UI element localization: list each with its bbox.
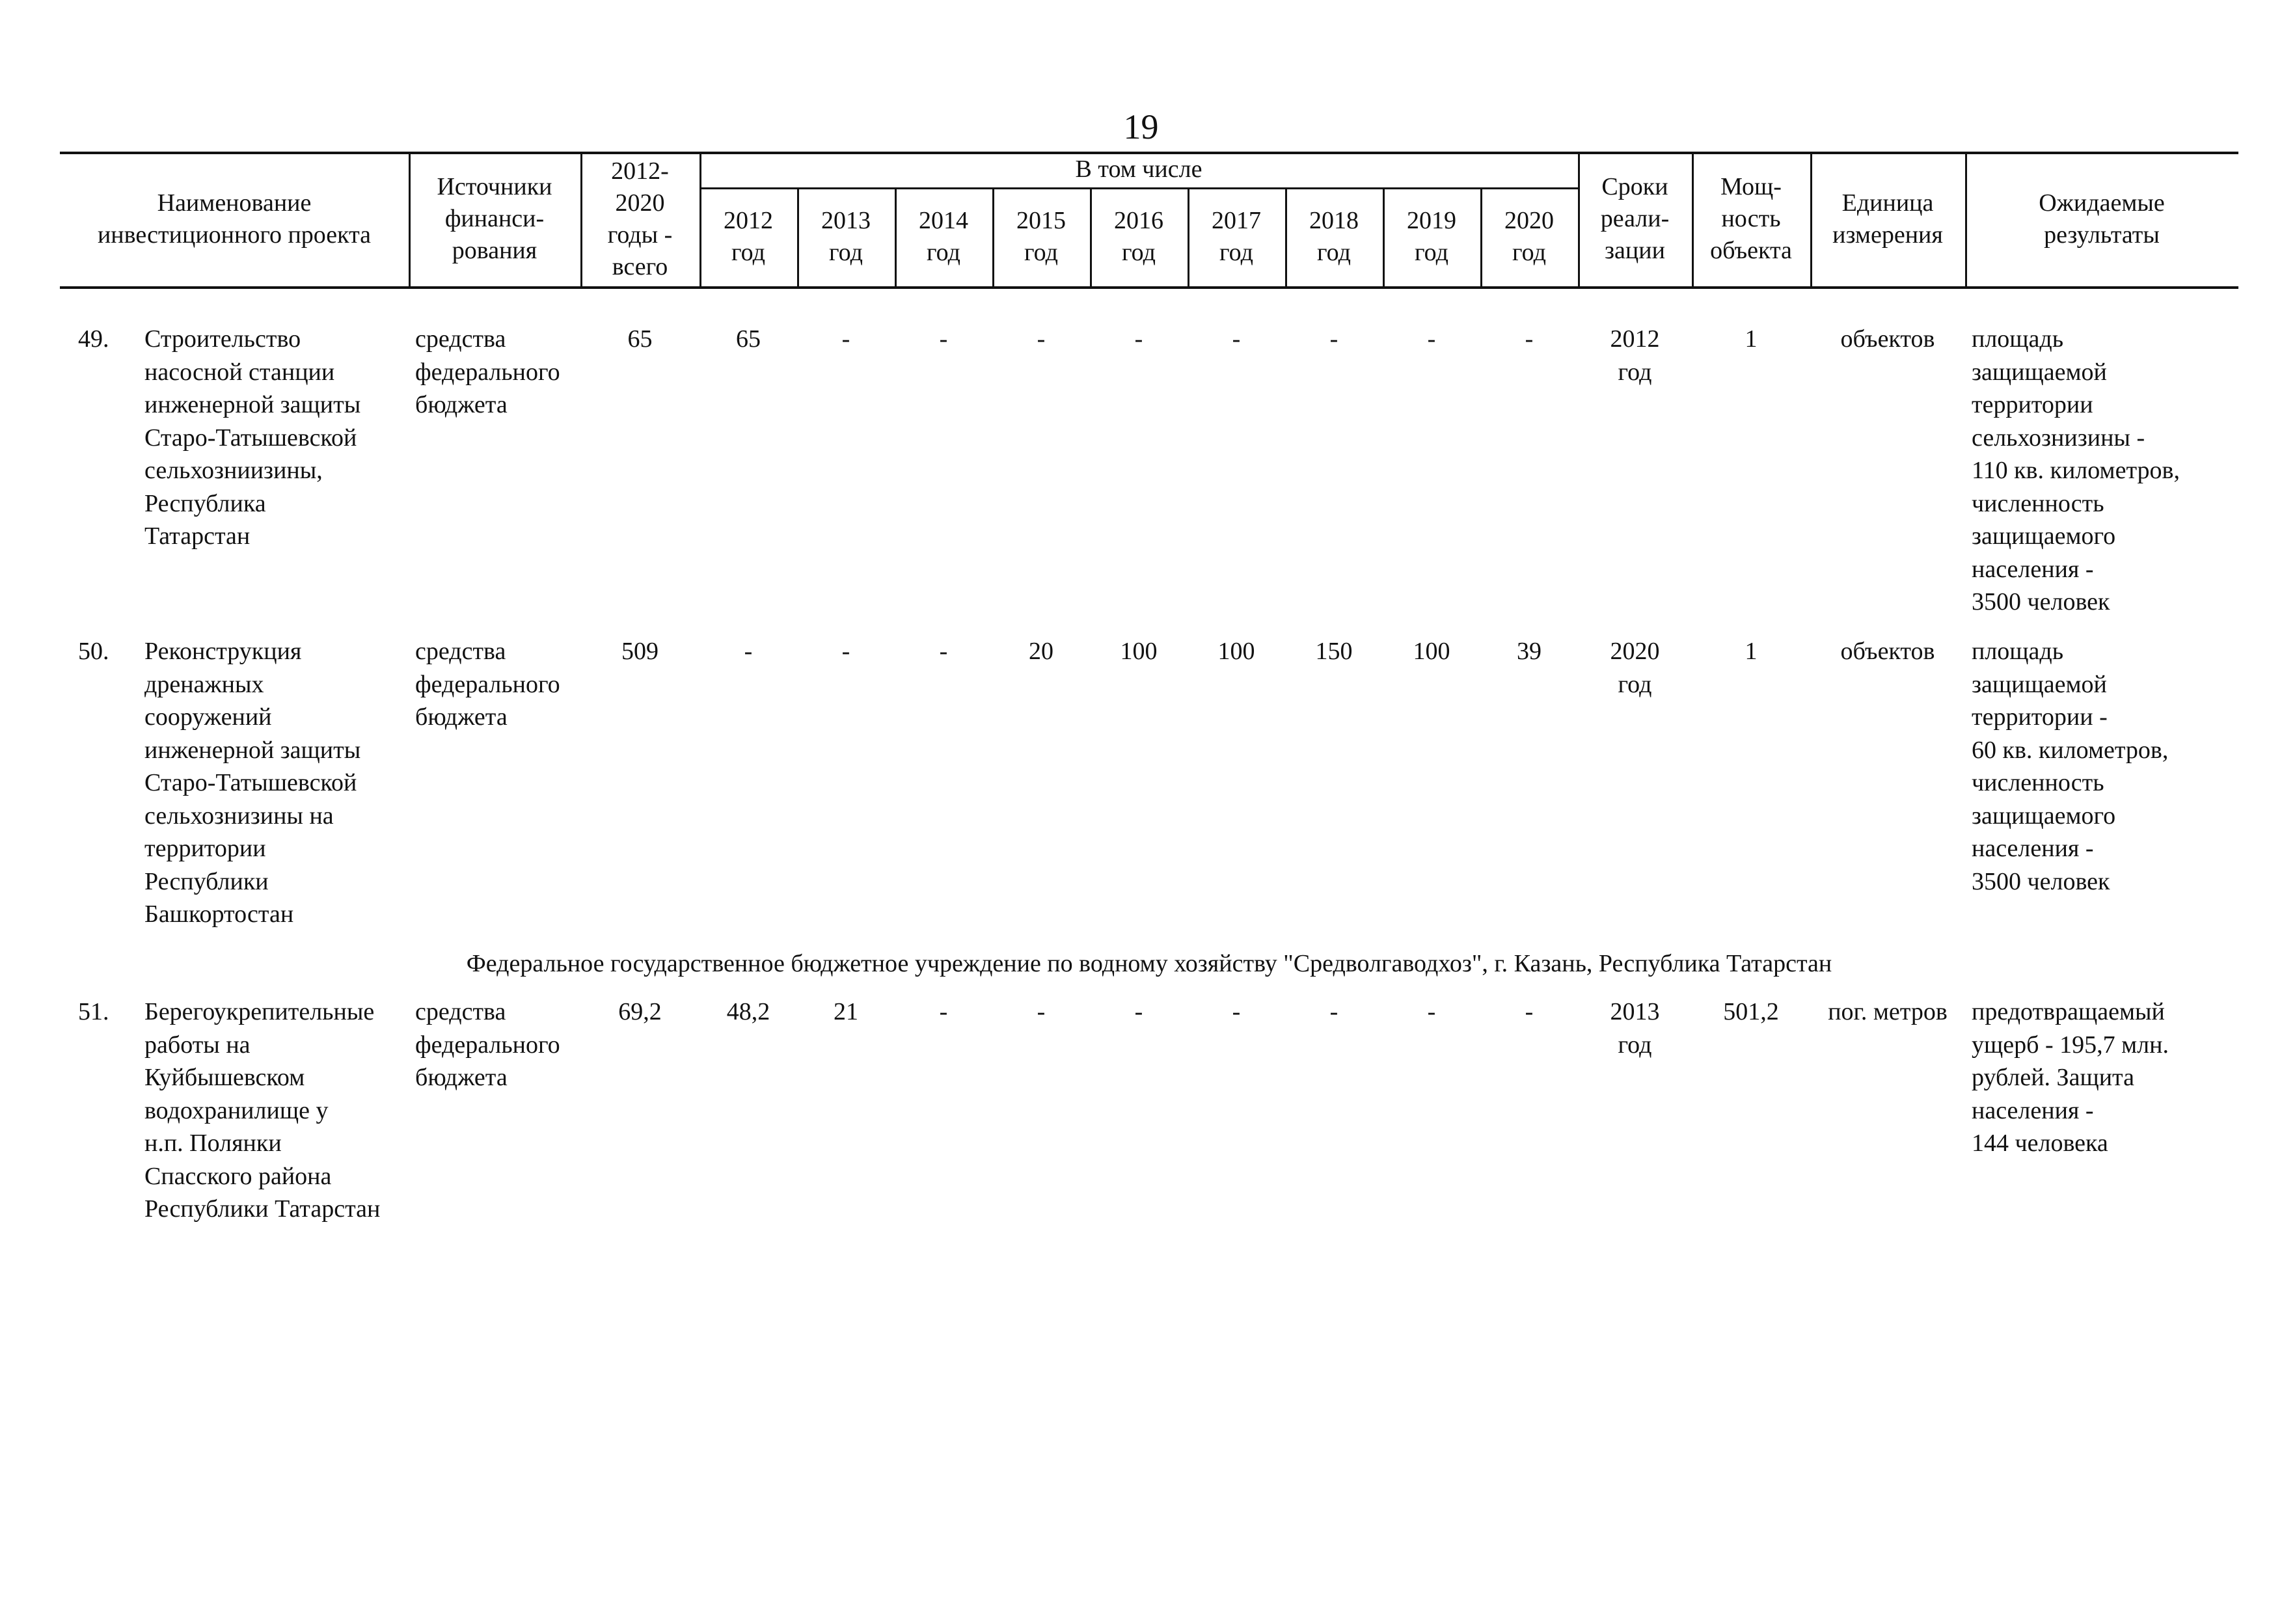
text-line: средства — [415, 325, 506, 353]
header-year — [992, 205, 1090, 269]
header-line: год — [927, 239, 960, 266]
header-line: 2017 — [1212, 207, 1261, 234]
text-line: численность — [1972, 769, 2104, 796]
year-value: 20 — [1029, 638, 1053, 665]
text-line: Республика — [144, 489, 266, 517]
text-line: инженерной защиты — [144, 736, 361, 764]
header-line: Единица — [1841, 189, 1934, 217]
text-line: защищаемой — [1972, 670, 2107, 698]
header-year — [700, 205, 797, 269]
expected-results — [1972, 635, 2168, 898]
text-line: средства — [415, 998, 506, 1025]
header-line: 2020 — [1504, 207, 1554, 234]
year-value: - — [1525, 325, 1534, 353]
header-year — [1383, 205, 1480, 269]
header-line: рования — [452, 237, 537, 264]
header-line: ность — [1721, 205, 1781, 232]
text-line: 110 кв. километров, — [1972, 457, 2180, 484]
header-line: 2012- — [611, 157, 669, 185]
year-value: - — [1037, 998, 1046, 1025]
text-line: рублей. Защита — [1972, 1064, 2134, 1091]
measurement-unit: объектов — [1840, 638, 1935, 665]
header-line: инвестиционного проекта — [97, 221, 372, 249]
measurement-unit: пог. метров — [1828, 998, 1948, 1025]
text-line: Реконструкция — [144, 638, 302, 665]
text-line: 3500 человек — [1972, 588, 2110, 616]
text-line: водохранилище у — [144, 1096, 329, 1124]
header-year — [1090, 205, 1188, 269]
header-results — [1965, 187, 2238, 251]
project-name — [144, 995, 380, 1226]
header-line: Мощ- — [1720, 173, 1782, 200]
header-line: Сроки — [1601, 173, 1668, 200]
project-name — [144, 635, 360, 931]
text-line: средства — [415, 638, 506, 665]
text-line: территории — [144, 835, 266, 862]
year-value: - — [1134, 998, 1143, 1025]
year-value: - — [744, 638, 753, 665]
total-value: 509 — [621, 638, 659, 665]
year-value: - — [1037, 325, 1046, 353]
header-line: год — [1024, 239, 1058, 266]
text-line: федерального — [415, 670, 560, 698]
header-including: В том числе — [1075, 156, 1202, 183]
header-line: год — [1122, 239, 1156, 266]
header-line: Наименование — [157, 189, 312, 217]
header-line: 2014 — [919, 207, 968, 234]
year-value: 100 — [1413, 638, 1450, 665]
total-value: 69,2 — [618, 998, 662, 1025]
text-line: 2020 — [1610, 638, 1660, 665]
text-line: площадь — [1972, 325, 2064, 353]
text-line: Куйбышевском — [144, 1064, 305, 1091]
year-value: - — [1525, 998, 1534, 1025]
header-line: Источники — [437, 173, 552, 200]
year-value: - — [1427, 998, 1436, 1025]
project-name — [144, 323, 360, 553]
header-line: годы - — [607, 221, 673, 249]
text-line: н.п. Полянки — [144, 1130, 282, 1157]
year-value: - — [1232, 998, 1241, 1025]
header-year — [1188, 205, 1285, 269]
funding-source — [415, 635, 560, 734]
text-line: сельхознизины - — [1972, 424, 2145, 452]
page-number: 19 — [1123, 107, 1159, 146]
year-value: - — [841, 325, 850, 353]
header-year — [1480, 205, 1578, 269]
header-line: 2015 — [1016, 207, 1066, 234]
year-value: 39 — [1517, 638, 1542, 665]
text-line: Татарстан — [144, 522, 251, 550]
header-line: финанси- — [444, 205, 545, 232]
text-line: ущерб - 195,7 млн. — [1972, 1031, 2169, 1059]
text-line: населения - — [1972, 1096, 2094, 1124]
text-line: бюджета — [415, 703, 508, 731]
year-value: 48,2 — [726, 998, 770, 1025]
year-value: - — [1134, 325, 1143, 353]
funding-source — [415, 323, 560, 422]
text-line: год — [1618, 1031, 1652, 1059]
header-year — [1285, 205, 1383, 269]
text-line: Спасского района — [144, 1162, 332, 1190]
text-line: защищаемой — [1972, 358, 2107, 386]
text-line: бюджета — [415, 391, 508, 418]
header-year — [797, 205, 895, 269]
year-value: - — [1427, 325, 1436, 353]
text-line: Берегоукрепительные — [144, 998, 375, 1025]
text-line: федерального — [415, 358, 560, 386]
implementation-term — [1578, 323, 1692, 388]
year-value: 100 — [1120, 638, 1158, 665]
text-line: 144 человека — [1972, 1130, 2108, 1157]
header-line: 2018 — [1309, 207, 1359, 234]
total-value: 65 — [627, 325, 653, 353]
year-value: - — [939, 998, 948, 1025]
text-line: площадь — [1972, 638, 2064, 665]
year-value: 150 — [1315, 638, 1353, 665]
header-sources — [409, 171, 580, 267]
text-line: год — [1618, 670, 1652, 698]
text-line: 60 кв. километров, — [1972, 736, 2169, 764]
row-number: 49. — [78, 325, 109, 353]
year-value: - — [1329, 325, 1338, 353]
year-value: 21 — [834, 998, 858, 1025]
section-title: Федеральное государственное бюджетное учреждение по водному хозяйству "Средволгаводхоз", г. Казань, Республика Татарстан — [466, 950, 1832, 977]
header-terms — [1578, 171, 1692, 267]
header-line: год — [731, 239, 765, 266]
header-line: измерения — [1832, 221, 1943, 249]
text-line: территории — [1972, 391, 2093, 418]
text-line: инженерной защиты — [144, 391, 361, 418]
text-line: год — [1618, 358, 1652, 386]
header-line: всего — [612, 252, 668, 280]
year-value: - — [841, 638, 850, 665]
header-capacity — [1692, 171, 1810, 267]
expected-results — [1972, 323, 2180, 619]
expected-results — [1972, 995, 2169, 1160]
year-value: 100 — [1217, 638, 1255, 665]
text-line: Республики Татарстан — [144, 1195, 381, 1223]
header-total — [580, 156, 700, 283]
year-value: 65 — [736, 325, 761, 353]
header-line: 2016 — [1114, 207, 1163, 234]
text-line: дренажных — [144, 670, 264, 698]
text-line: защищаемого — [1972, 802, 2116, 830]
text-line: 3500 человек — [1972, 867, 2110, 895]
header-line: 2013 — [821, 207, 871, 234]
text-line: сельхозниизины, — [144, 457, 323, 484]
header-line: реали- — [1600, 205, 1670, 232]
text-line: территории - — [1972, 703, 2108, 731]
header-line: 2020 — [615, 189, 665, 217]
header-line: год — [1219, 239, 1253, 266]
text-line: Старо-Татышевской — [144, 424, 357, 452]
object-capacity: 501,2 — [1723, 998, 1779, 1025]
text-line: насосной станции — [144, 358, 335, 386]
text-line: бюджета — [415, 1064, 508, 1091]
header-line: год — [829, 239, 863, 266]
header-line: объекта — [1710, 237, 1792, 264]
year-value: - — [939, 638, 948, 665]
text-line: Башкортостан — [144, 900, 294, 928]
year-value: - — [1232, 325, 1241, 353]
header-unit — [1810, 187, 1965, 251]
header-name — [60, 187, 409, 251]
text-line: 2013 — [1610, 998, 1660, 1025]
header-line: год — [1317, 239, 1351, 266]
header-year — [895, 205, 992, 269]
year-value: - — [939, 325, 948, 353]
text-line: Старо-Татышевской — [144, 769, 357, 796]
header-line: 2012 — [724, 207, 773, 234]
text-line: защищаемого — [1972, 522, 2116, 550]
row-number: 50. — [78, 638, 109, 665]
text-line: предотвращаемый — [1972, 998, 2165, 1025]
measurement-unit: объектов — [1840, 325, 1935, 353]
text-line: численность — [1972, 489, 2104, 517]
table-rule — [60, 286, 2238, 289]
text-line: Республики — [144, 867, 269, 895]
row-number: 51. — [78, 998, 109, 1025]
header-line: результаты — [2044, 221, 2160, 249]
text-line: Строительство — [144, 325, 301, 353]
header-line: год — [1512, 239, 1546, 266]
funding-source — [415, 995, 560, 1094]
header-line: 2019 — [1407, 207, 1456, 234]
object-capacity: 1 — [1745, 638, 1758, 665]
text-line: работы на — [144, 1031, 251, 1059]
object-capacity: 1 — [1745, 325, 1758, 353]
text-line: сельхознизины на — [144, 802, 334, 830]
implementation-term — [1578, 635, 1692, 701]
year-value: - — [1329, 998, 1338, 1025]
text-line: федерального — [415, 1031, 560, 1059]
header-line: Ожидаемые — [2039, 189, 2165, 217]
header-line: год — [1415, 239, 1448, 266]
implementation-term — [1578, 995, 1692, 1061]
text-line: населения - — [1972, 555, 2094, 583]
table-rule — [700, 187, 1578, 189]
text-line: населения - — [1972, 835, 2094, 862]
text-line: 2012 — [1610, 325, 1660, 353]
text-line: сооружений — [144, 703, 272, 731]
header-line: зации — [1605, 237, 1665, 264]
